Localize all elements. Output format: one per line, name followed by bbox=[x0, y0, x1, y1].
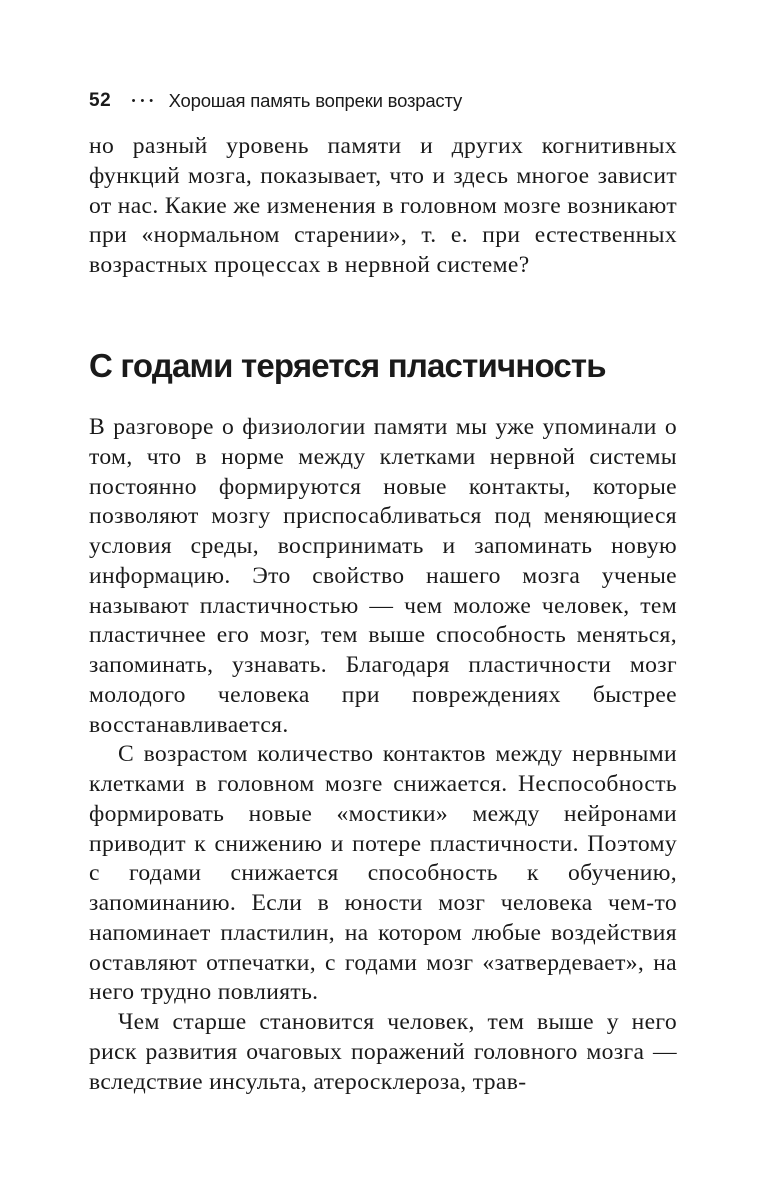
section-heading: С годами теряется пластичность bbox=[89, 347, 606, 384]
separator-dots-icon: ••• bbox=[131, 95, 159, 107]
running-head bbox=[89, 90, 677, 116]
body-paragraph: С возрастом количество контактов между нервными клетками в головном мозге снижается. Неспособность формировать новые «мостики» между нейронами приводит к снижению и потере пластичности. Поэтому с годами снижается способность к обучению, запоминанию. Если в юности мозг человека чем-то напоминает пластилин, на котором любые воздействия оставляют отпечатки, с годами мозг «затвердевает», на него трудно повлиять. bbox=[89, 741, 677, 1006]
section-body bbox=[89, 413, 677, 1097]
body-paragraph: Чем старше становится человек, тем выше у него риск развития очаговых поражений головного мозга — вследствие инсульта, атеросклероза, трав- bbox=[89, 1009, 677, 1095]
continuation-paragraph: но разный уровень памяти и других когнитивных функций мозга, показывает, что и здесь многое зависит от нас. Какие же изменения в головном мозге возникают при «нормальном старении», т. е. при естественных возрастных процессах в нервной системе? bbox=[89, 133, 677, 278]
running-title: Хорошая память вопреки возрасту bbox=[168, 90, 463, 111]
body-paragraph: В разговоре о физиологии памяти мы уже упоминали о том, что в норме между клетками нервной системы постоянно формируются новые контакты, которые позволяют мозгу приспосабливаться под меняющиеся условия среды, воспринимать и запоминать новую информацию. Это свойство нашего мозга ученые называют пластичностью — чем моложе человек, тем пластичнее его мозг, тем выше способность меняться, запоминать, узнавать. Благодаря пластичности мозг молодого человека при повреждениях быстрее восстанавливается. bbox=[89, 414, 677, 738]
page-number: 52 bbox=[89, 90, 112, 111]
